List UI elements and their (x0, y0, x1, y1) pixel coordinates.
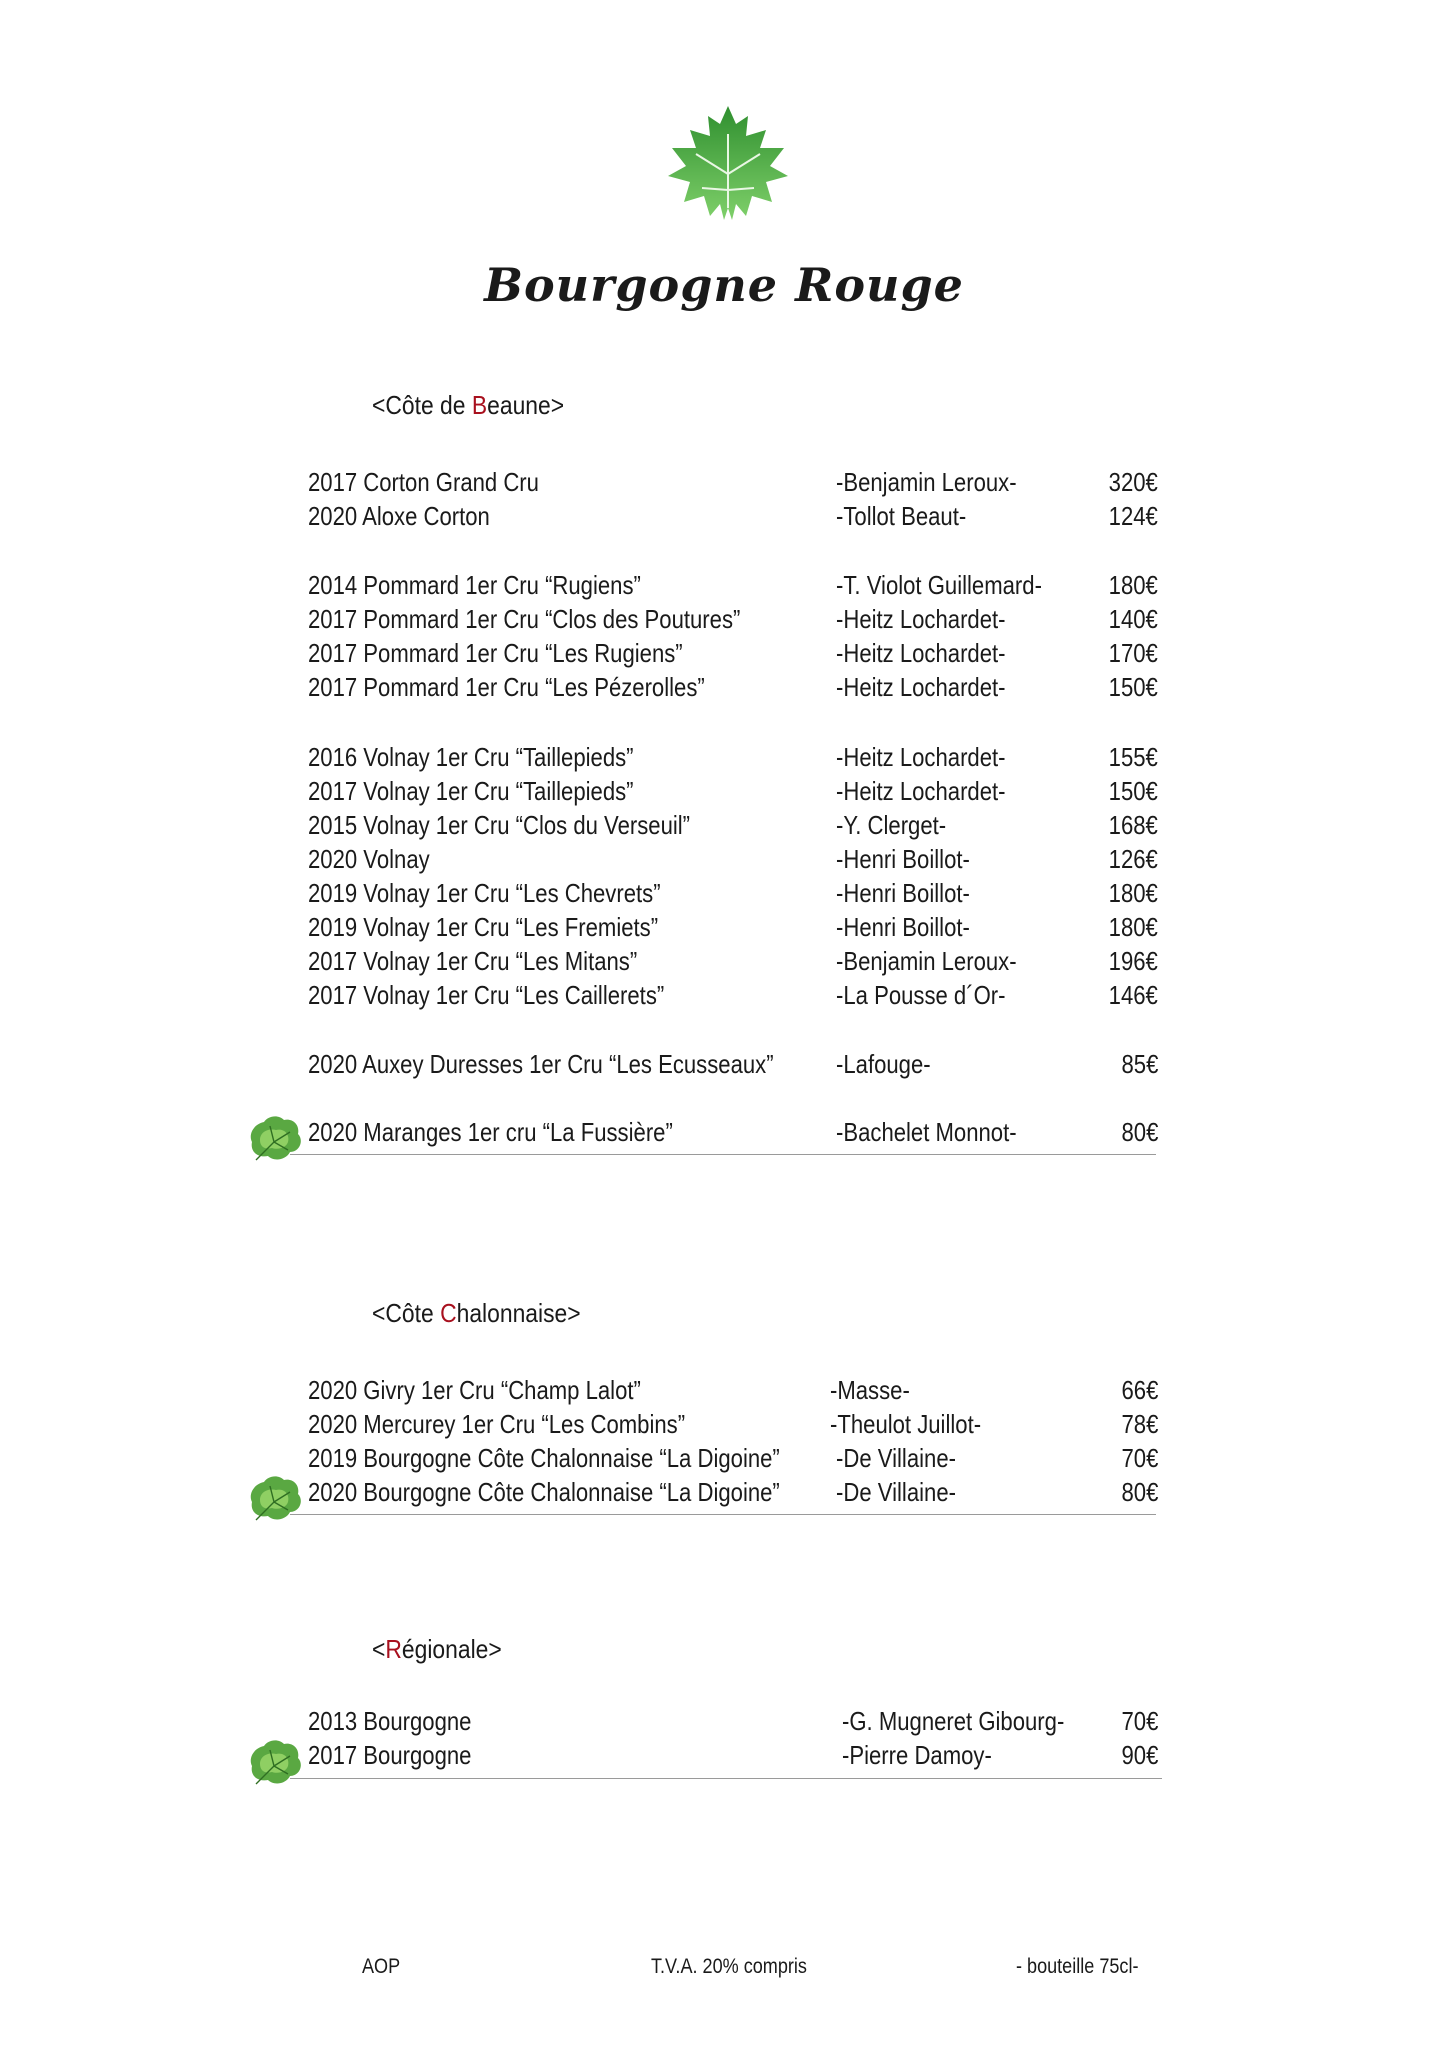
wine-producer: -Pierre Damoy- (842, 1740, 992, 1770)
wine-price: 90€ (1121, 1740, 1158, 1770)
wine-producer: -Bachelet Monnot- (836, 1117, 1017, 1147)
wine-price: 126€ (1108, 844, 1158, 874)
page-title: Bourgogne Rouge (484, 258, 964, 312)
wine-producer: -Tollot Beaut- (836, 501, 967, 531)
list-item (308, 1407, 1158, 1441)
wine-producer: -Henri Boillot- (836, 878, 970, 908)
wine-price: 155€ (1108, 742, 1158, 772)
wine-producer: -Heitz Lochardet- (836, 638, 1006, 668)
wine-price: 80€ (1121, 1117, 1158, 1147)
wine-name: 2020 Maranges 1er cru “La Fussière” (308, 1117, 673, 1147)
wine-price: 146€ (1108, 980, 1158, 1010)
wine-name: 2017 Volnay 1er Cru “Les Caillerets” (308, 980, 665, 1010)
wine-producer: -Henri Boillot- (836, 844, 970, 874)
wine-name: 2014 Pommard 1er Cru “Rugiens” (308, 570, 641, 600)
wine-name: 2020 Givry 1er Cru “Champ Lalot” (308, 1375, 641, 1405)
wine-producer: -Heitz Lochardet- (836, 742, 1006, 772)
list-item (308, 1475, 1158, 1509)
footer-vat: T.V.A. 20% compris (651, 1955, 807, 1978)
wine-price: 70€ (1121, 1706, 1158, 1736)
section-divider (290, 1778, 1162, 1779)
wine-producer: -De Villaine- (836, 1443, 956, 1473)
list-item (308, 465, 1158, 499)
wine-price: 168€ (1108, 810, 1158, 840)
vine-leaf-icon (246, 1472, 304, 1524)
wine-producer: -De Villaine- (836, 1477, 956, 1507)
wine-name: 2016 Volnay 1er Cru “Taillepieds” (308, 742, 634, 772)
wine-price: 170€ (1108, 638, 1158, 668)
wine-name: 2020 Auxey Duresses 1er Cru “Les Ecusseaux” (308, 1049, 774, 1079)
wine-producer: -T. Violot Guillemard- (836, 570, 1042, 600)
list-item (308, 1738, 1158, 1772)
list-item (308, 774, 1158, 808)
wine-name: 2017 Volnay 1er Cru “Les Mitans” (308, 946, 638, 976)
list-item (308, 568, 1158, 602)
vine-leaf-icon (666, 104, 790, 230)
wine-price: 124€ (1108, 501, 1158, 531)
list-item (308, 978, 1158, 1012)
list-item (308, 1373, 1158, 1407)
wine-producer: -Heitz Lochardet- (836, 672, 1006, 702)
wine-name: 2019 Volnay 1er Cru “Les Fremiets” (308, 912, 659, 942)
wine-name: 2020 Bourgogne Côte Chalonnaise “La Digoine” (308, 1477, 780, 1507)
section-title-regionale: <Régionale> (372, 1634, 502, 1664)
wine-name: 2017 Pommard 1er Cru “Les Pézerolles” (308, 672, 705, 702)
section-title-cote-de-beaune: <Côte de Beaune> (372, 390, 565, 420)
wine-price: 66€ (1121, 1375, 1158, 1405)
wine-name: 2019 Bourgogne Côte Chalonnaise “La Digoine” (308, 1443, 780, 1473)
wine-price: 80€ (1121, 1477, 1158, 1507)
wine-price: 180€ (1108, 878, 1158, 908)
wine-producer: -Lafouge- (836, 1049, 931, 1079)
list-item (308, 842, 1158, 876)
wine-name: 2019 Volnay 1er Cru “Les Chevrets” (308, 878, 661, 908)
wine-producer: -Masse- (830, 1375, 910, 1405)
wine-name: 2020 Mercurey 1er Cru “Les Combins” (308, 1409, 686, 1439)
wine-producer: -Benjamin Leroux- (836, 467, 1017, 497)
wine-name: 2017 Volnay 1er Cru “Taillepieds” (308, 776, 634, 806)
wine-name: 2017 Pommard 1er Cru “Clos des Poutures” (308, 604, 741, 634)
list-item (308, 740, 1158, 774)
wine-price: 180€ (1108, 912, 1158, 942)
list-item (308, 1441, 1158, 1475)
wine-name: 2017 Pommard 1er Cru “Les Rugiens” (308, 638, 683, 668)
wine-producer: -La Pousse d´Or- (836, 980, 1006, 1010)
wine-price: 150€ (1108, 672, 1158, 702)
list-item (308, 1047, 1158, 1081)
wine-price: 150€ (1108, 776, 1158, 806)
section-divider (290, 1154, 1156, 1155)
wine-producer: -Henri Boillot- (836, 912, 970, 942)
vine-leaf-icon (246, 1736, 304, 1788)
wine-price: 196€ (1108, 946, 1158, 976)
list-item (308, 1704, 1158, 1738)
section-divider (290, 1514, 1156, 1515)
list-item (308, 944, 1158, 978)
wine-name: 2013 Bourgogne (308, 1706, 472, 1736)
wine-name: 2020 Volnay (308, 844, 430, 874)
section-title-cote-chalonnaise: <Côte Chalonnaise> (372, 1298, 581, 1328)
footer-bottle-size: - bouteille 75cl- (1016, 1955, 1139, 1978)
wine-price: 320€ (1108, 467, 1158, 497)
wine-producer: -Y. Clerget- (836, 810, 947, 840)
wine-producer: -Benjamin Leroux- (836, 946, 1017, 976)
list-item (308, 1115, 1158, 1149)
footer-aop: AOP (362, 1955, 401, 1978)
list-item (308, 636, 1158, 670)
list-item (308, 670, 1158, 704)
wine-producer: -Theulot Juillot- (830, 1409, 982, 1439)
list-item (308, 876, 1158, 910)
wine-price: 70€ (1121, 1443, 1158, 1473)
list-item (308, 808, 1158, 842)
wine-producer: -G. Mugneret Gibourg- (842, 1706, 1065, 1736)
wine-producer: -Heitz Lochardet- (836, 776, 1006, 806)
wine-price: 78€ (1121, 1409, 1158, 1439)
list-item (308, 602, 1158, 636)
wine-producer: -Heitz Lochardet- (836, 604, 1006, 634)
wine-price: 140€ (1108, 604, 1158, 634)
wine-name: 2020 Aloxe Corton (308, 501, 490, 531)
list-item (308, 910, 1158, 944)
list-item (308, 499, 1158, 533)
wine-price: 85€ (1121, 1049, 1158, 1079)
vine-leaf-icon (246, 1112, 304, 1164)
wine-price: 180€ (1108, 570, 1158, 600)
wine-name: 2017 Bourgogne (308, 1740, 472, 1770)
wine-name: 2017 Corton Grand Cru (308, 467, 539, 497)
wine-name: 2015 Volnay 1er Cru “Clos du Verseuil” (308, 810, 691, 840)
